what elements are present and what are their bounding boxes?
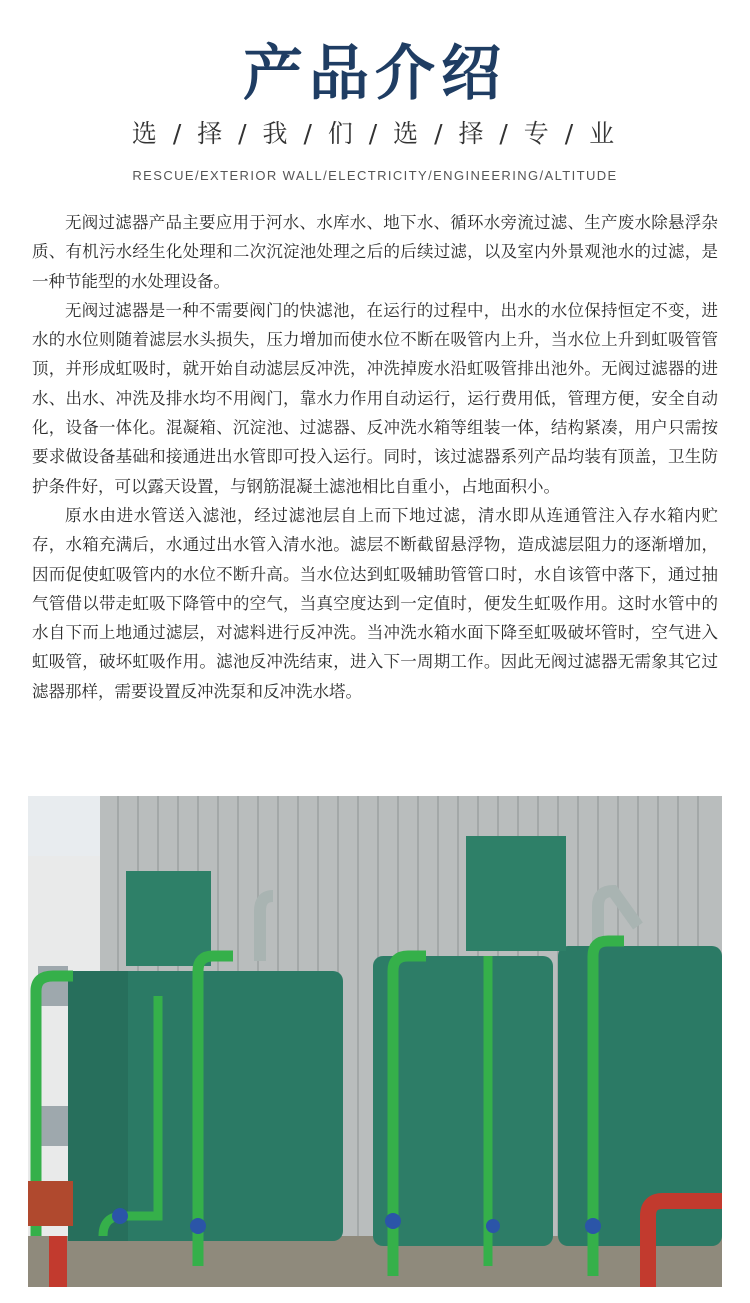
english-tagline: RESCUE/EXTERIOR WALL/ELECTRICITY/ENGINEERING/ALTITUDE: [132, 168, 618, 183]
page-subtitle: 选 / 择 / 我 / 们 / 选 / 择 / 专 / 业: [131, 119, 619, 148]
valveless-filter-tanks-illustration: [28, 796, 722, 1287]
filter-tank: [373, 956, 553, 1246]
product-description: [32, 208, 718, 706]
paragraph-process: 原水由进水管送入滤池，经过滤池层自上而下地过滤，清水即从连通管注入存水箱内贮存，水箱充满后，水通过出水管入清水池。滤层不断截留悬浮物，造成滤层阻力的逐渐增加，因而促使虹吸管内的水位不断升高。当水位达到虹吸辅助管管口时，水自该管中落下，通过抽气管借以带走虹吸下降管中的空气，当真空度达到一定值时，便发生虹吸作用。这时水管中的水自下而上地通过滤层，对滤料进行反冲洗。当冲洗水箱水面下降至虹吸破坏管时，空气进入虹吸管，破坏虹吸作用。滤池反冲洗结束，进入下一周期工作。因此无阀过滤器无需象其它过滤器那样，需要设置反冲洗泵和反冲洗水塔。: [32, 505, 718, 701]
page-title: 产品介绍: [243, 39, 507, 109]
header: [0, 0, 750, 200]
paragraph-principle: 无阀过滤器是一种不需要阀门的快滤池，在运行的过程中，出水的水位保持恒定不变，进水的水位则随着滤层水头损失，压力增加而使水位不断在吸管内上升，当水位上升到虹吸管管顶，并形成虹吸时，就开始自动滤层反冲洗，冲洗掉废水沿虹吸管排出池外。无阀过滤器的进水、出水、冲洗及排水均不用阀门，靠水力作用自动运行，运行费用低，管理方便，安全自动化，设备一体化。混凝箱、沉淀池、过滤器、反冲洗水箱等组装一体，结构紧凑，用户只需按要求做设备基础和接通进出水管即可投入运行。同时，该过滤器系列产品均装有顶盖，卫生防护条件好，可以露天设置，与钢筋混凝土滤池相比自重小，占地面积小。: [32, 300, 718, 496]
product-photo: [28, 796, 722, 1287]
paragraph-applications: 无阀过滤器产品主要应用于河水、水库水、地下水、循环水旁流过滤、生产废水除悬浮杂质、有机污水经生化处理和二次沉淀池处理之后的后续过滤，以及室内外景观池水的过滤，是一种节能型的水处理设备。: [32, 213, 718, 291]
valve: [112, 1208, 128, 1224]
siphon-box: [466, 836, 566, 951]
siphon-box: [126, 871, 211, 966]
